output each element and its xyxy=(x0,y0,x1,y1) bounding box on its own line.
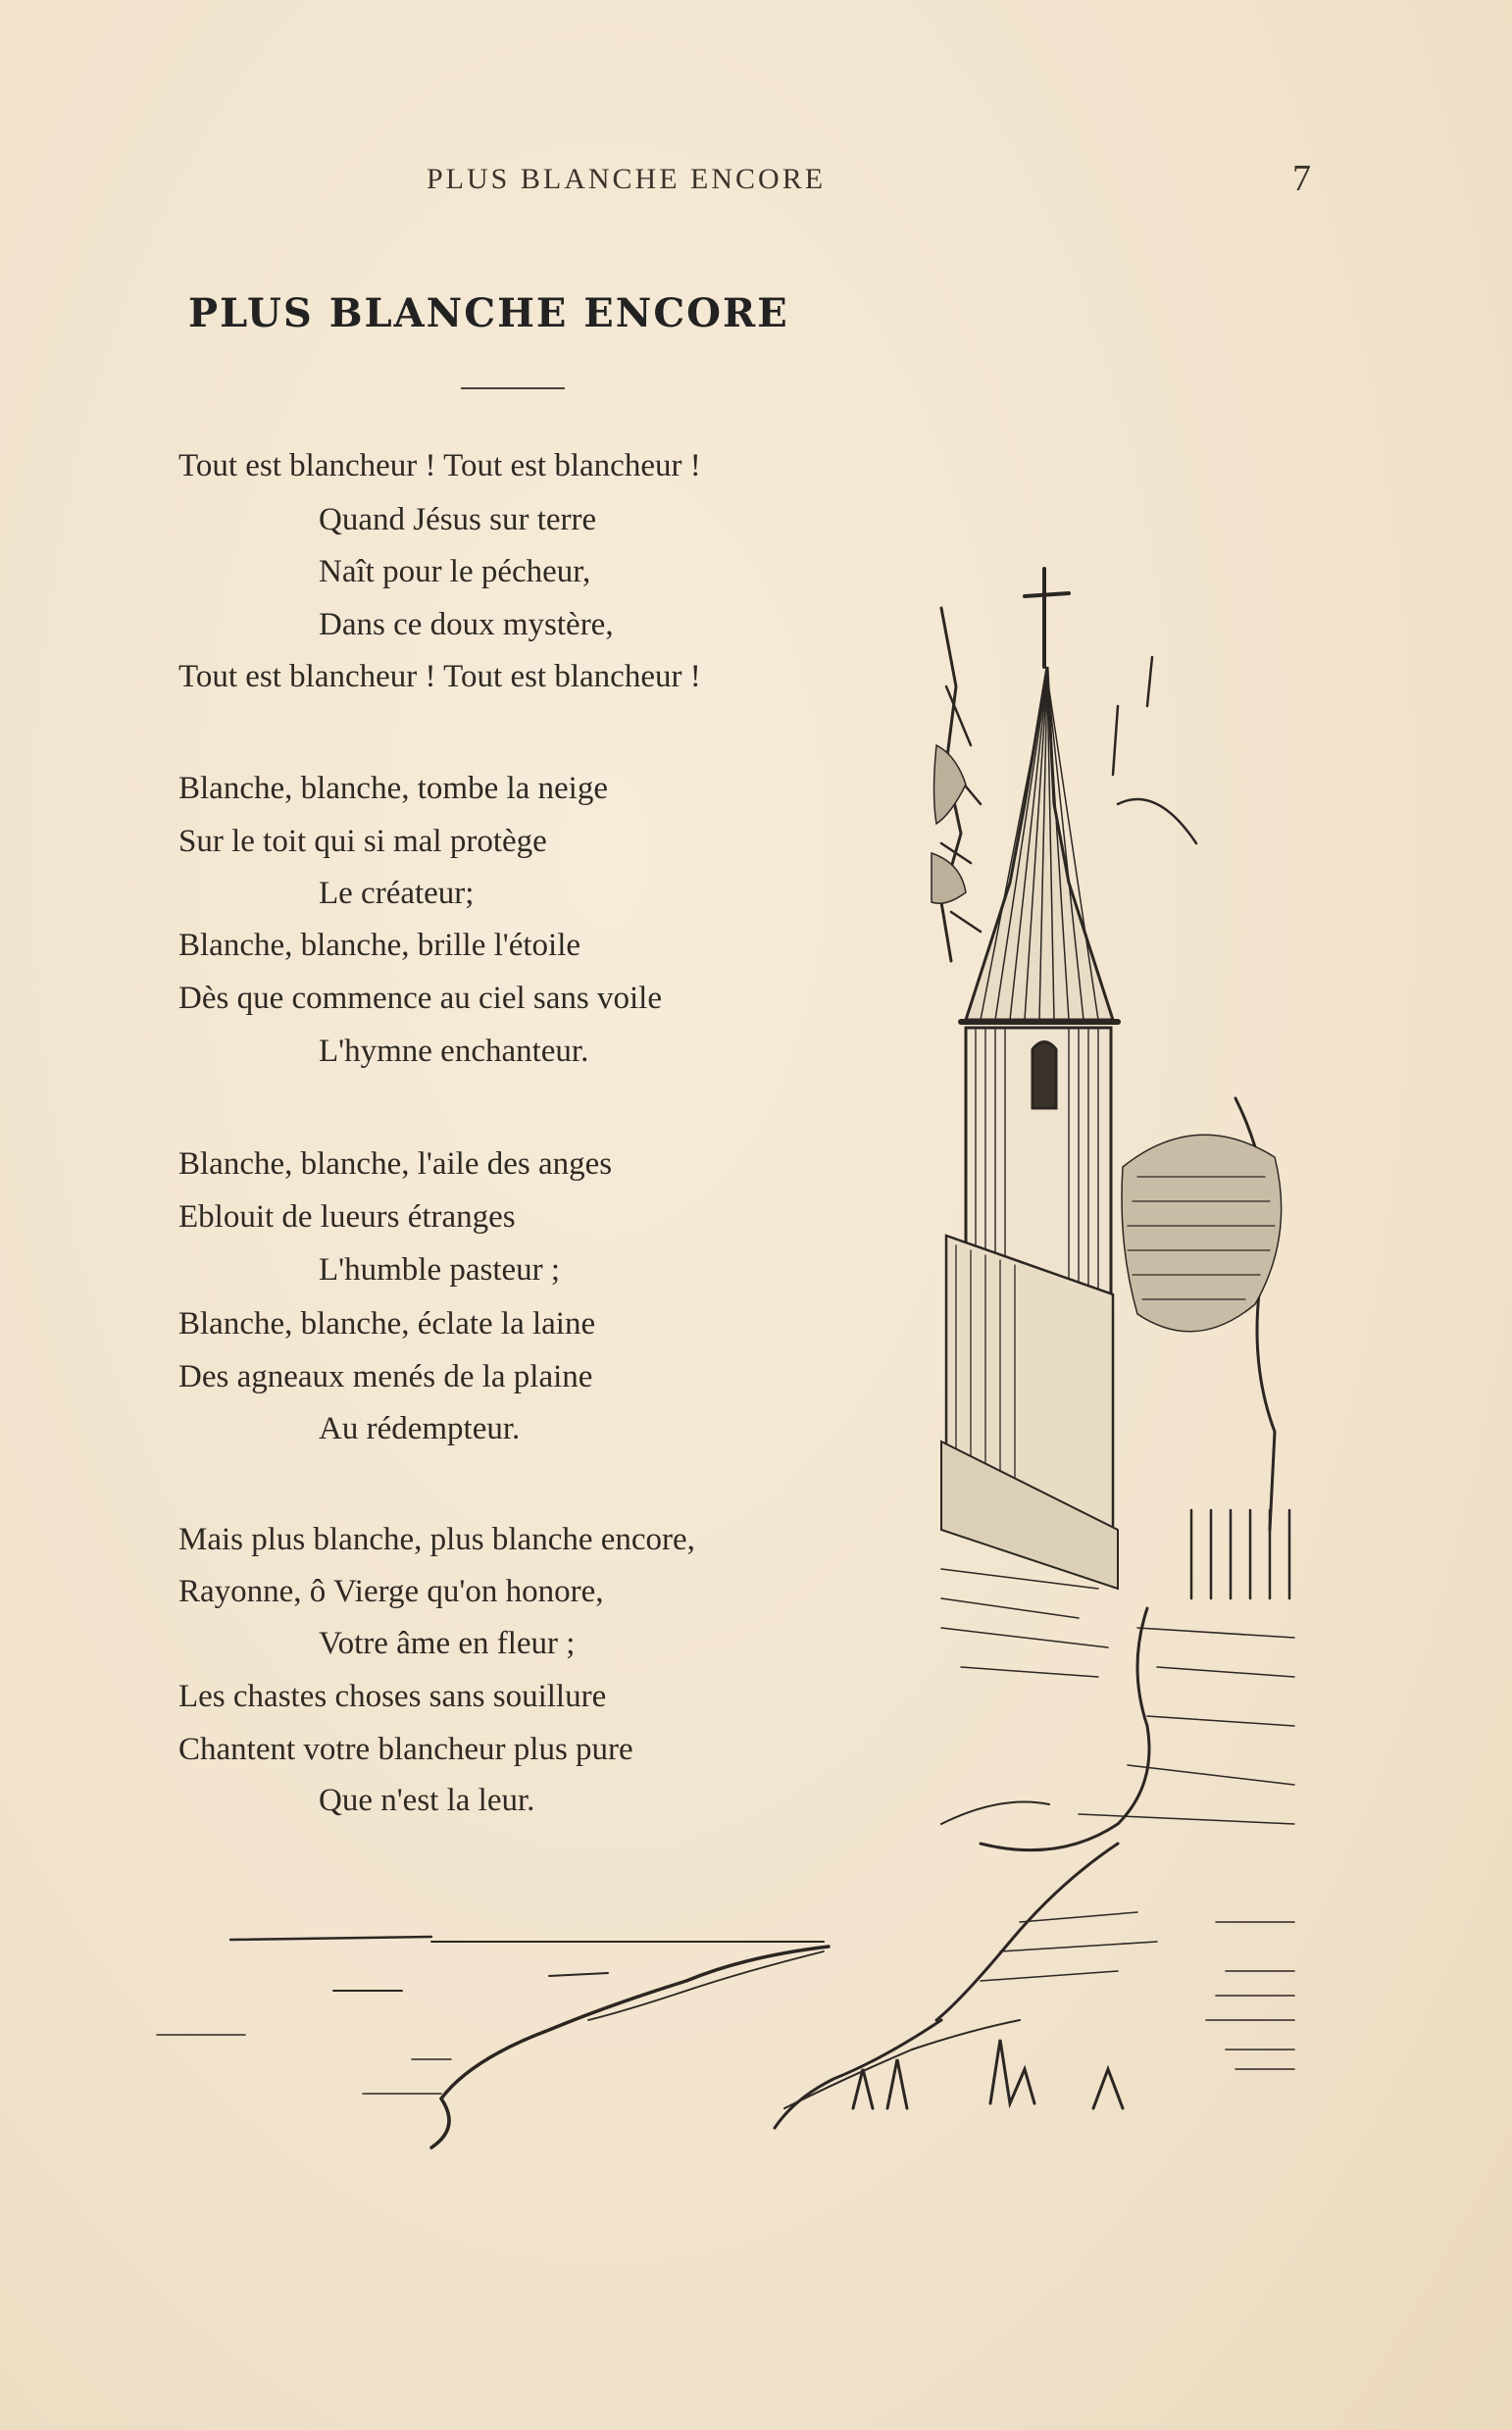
verse-line: Blanche, blanche, l'aile des anges xyxy=(178,1146,613,1182)
verse-line: Dès que commence au ciel sans voile xyxy=(178,981,662,1016)
verse-line: L'hymne enchanteur. xyxy=(319,1034,589,1069)
verse-line: Que n'est la leur. xyxy=(319,1783,535,1818)
verse-line: Chantent votre blancheur plus pure xyxy=(178,1732,633,1767)
verse-line: Blanche, blanche, tombe la neige xyxy=(178,771,608,806)
verse-line: Quand Jésus sur terre xyxy=(319,502,597,537)
verse-line: Blanche, blanche, brille l'étoile xyxy=(178,928,581,963)
verse-line: Mais plus blanche, plus blanche encore, xyxy=(178,1522,695,1557)
poem-title: PLUS BLANCHE ENCORE xyxy=(188,290,789,336)
verse-line: Des agneaux menés de la plaine xyxy=(178,1359,593,1394)
verse-line: Les chastes choses sans souillure xyxy=(178,1679,607,1714)
title-rule xyxy=(461,387,565,389)
verse-line: L'humble pasteur ; xyxy=(319,1252,561,1288)
verse-line: Tout est blancheur ! Tout est blancheur ! xyxy=(178,448,701,483)
verse-line: Sur le toit qui si mal protège xyxy=(178,824,547,859)
verse-line: Votre âme en fleur ; xyxy=(319,1626,576,1661)
verse-line: Eblouit de lueurs étranges xyxy=(178,1199,516,1235)
verse-line: Rayonne, ô Vierge qu'on honore, xyxy=(178,1574,604,1609)
verse-line: Dans ce doux mystère, xyxy=(319,607,614,642)
verse-line: Au rédempteur. xyxy=(319,1411,521,1446)
running-title: PLUS BLANCHE ENCORE xyxy=(427,163,827,195)
verse-line: Naît pour le pécheur, xyxy=(319,554,591,589)
verse-line: Le créateur; xyxy=(319,876,475,911)
verse-line: Tout est blancheur ! Tout est blancheur ! xyxy=(178,659,701,694)
page-number: 7 xyxy=(1292,158,1311,199)
verse-line: Blanche, blanche, éclate la laine xyxy=(178,1306,596,1342)
